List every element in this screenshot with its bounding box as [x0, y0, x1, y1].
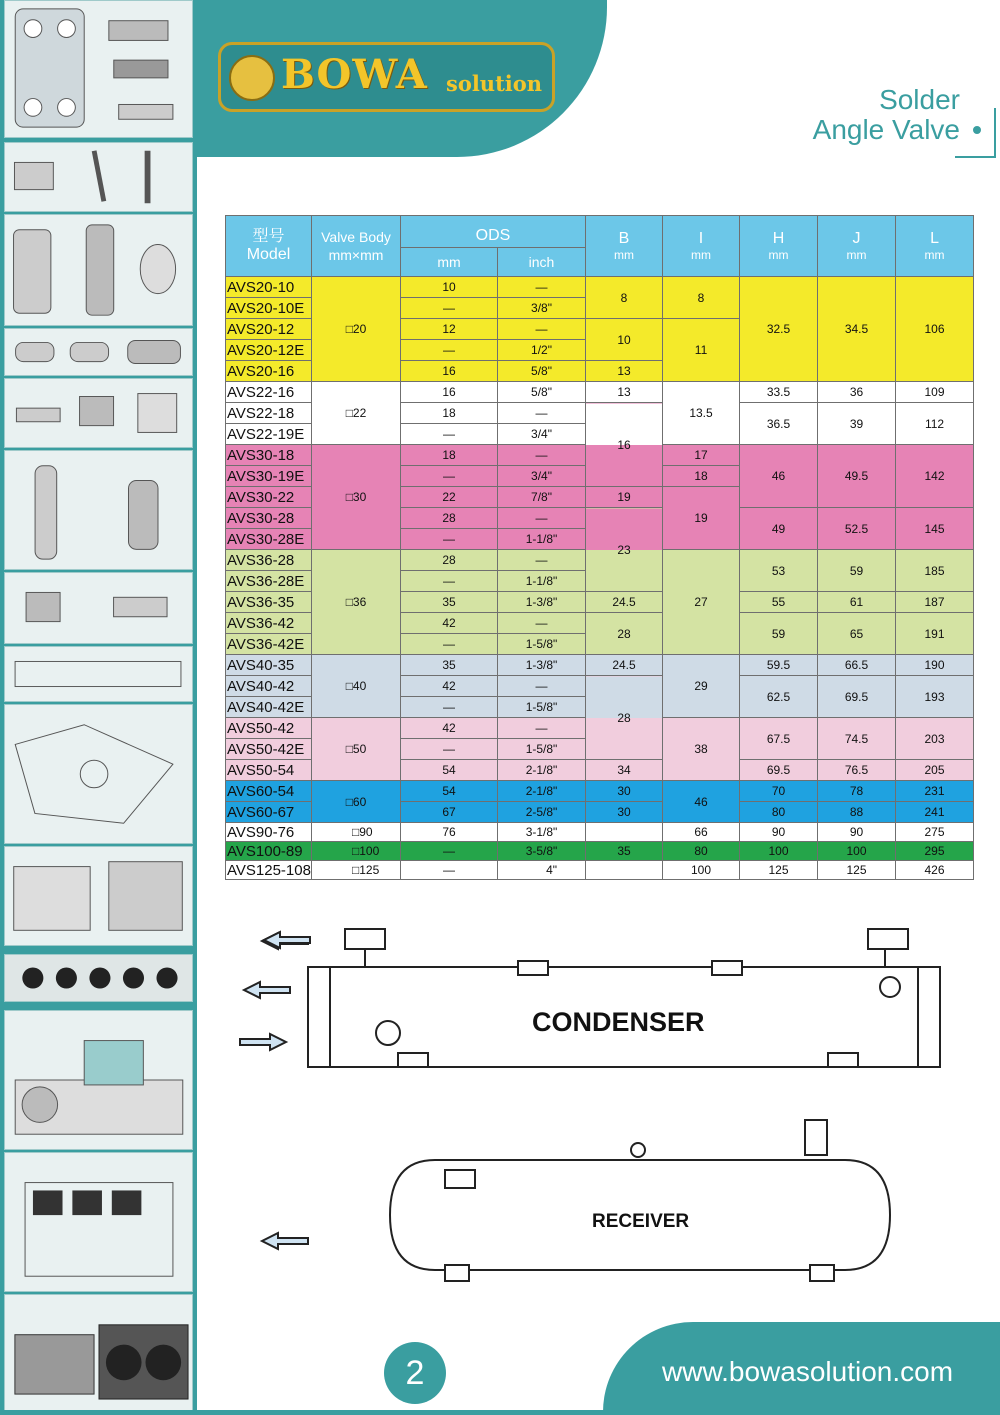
b-cell: 30: [586, 781, 663, 802]
l-cell: 205: [896, 760, 974, 781]
ods-mm-cell: —: [401, 529, 498, 550]
l-cell: 241: [896, 802, 974, 823]
ods-inch-cell: —: [498, 676, 586, 697]
model-cell: AVS125-108: [227, 861, 311, 879]
brand-suffix: solution: [446, 71, 543, 96]
model-cell: AVS30-28: [226, 508, 312, 529]
b-cell: 23: [586, 508, 663, 592]
l-cell: 203: [896, 718, 974, 760]
i-cell: 38: [663, 718, 740, 781]
valve-body-cell: □100: [312, 842, 401, 861]
b-cell: 28: [586, 613, 663, 655]
ods-mm-cell: —: [401, 466, 498, 487]
b-cell: 19: [586, 487, 663, 508]
l-cell: 231: [896, 781, 974, 802]
piping-drawing-image: [4, 704, 193, 844]
ods-mm-cell: —: [401, 697, 498, 718]
j-cell: 74.5: [818, 718, 896, 760]
h-cell: 36.5: [740, 403, 818, 445]
model-cell: AVS30-28E: [226, 529, 312, 550]
ods-mm-cell: —: [401, 861, 498, 880]
h-cell: 59: [740, 613, 818, 655]
ods-inch-cell: —: [498, 403, 586, 424]
flow-arrow-icon: [244, 982, 290, 998]
ods-inch-cell: —: [498, 613, 586, 634]
receiver-drawing: [390, 1120, 890, 1281]
i-cell: 19: [663, 487, 740, 550]
ods-mm-cell: —: [401, 739, 498, 760]
table-row: [226, 655, 974, 676]
l-cell: 106: [896, 277, 974, 382]
ods-mm-cell: 76: [401, 823, 498, 842]
page-number: 2: [384, 1342, 446, 1404]
l-cell: 190: [896, 655, 974, 676]
b-cell: 28: [586, 676, 663, 760]
i-cell: 29: [663, 655, 740, 718]
i-cell: 100: [663, 861, 740, 880]
condenser-drawing: [308, 929, 940, 1067]
table-row: [226, 861, 974, 880]
ods-mm-cell: 10: [401, 277, 498, 298]
ods-inch-cell: 1-5/8": [498, 739, 586, 760]
ods-inch-cell: 4": [498, 861, 586, 880]
model-cell: AVS30-18: [226, 445, 312, 466]
ods-mm-cell: 42: [401, 718, 498, 739]
j-cell: 88: [818, 802, 896, 823]
title-bullet-icon: [973, 126, 981, 134]
model-cell: AVS20-10: [226, 277, 312, 298]
header-ods-inch: inch: [498, 248, 586, 277]
model-cell: AVS40-42E: [226, 697, 312, 718]
fan-coil-image: [4, 954, 193, 1002]
ods-mm-cell: 28: [401, 508, 498, 529]
pipe-assembly-image: [4, 646, 193, 702]
model-cell: AVS50-42E: [226, 739, 312, 760]
h-cell: 100: [740, 842, 818, 861]
header-h: H mm: [740, 216, 818, 277]
h-cell: 67.5: [740, 718, 818, 760]
model-cell: AVS36-42E: [226, 634, 312, 655]
table-row: [226, 823, 974, 842]
filter-driers-image: [4, 328, 193, 376]
model-cell: AVS100-89: [226, 842, 312, 861]
l-cell: 185: [896, 550, 974, 592]
header-ods-mm: mm: [401, 248, 498, 277]
i-cell: 80: [663, 842, 740, 861]
h-cell: 80: [740, 802, 818, 823]
ods-mm-cell: 12: [401, 319, 498, 340]
valve-body-cell: □40: [312, 655, 401, 718]
ods-inch-cell: —: [498, 445, 586, 466]
ods-mm-cell: —: [401, 424, 498, 445]
ods-mm-cell: —: [401, 842, 498, 861]
page-title-line2: Angle Valve: [812, 114, 960, 145]
ods-inch-cell: 2-1/8": [498, 781, 586, 802]
ods-inch-cell: 5/8": [498, 382, 586, 403]
ods-inch-cell: —: [498, 718, 586, 739]
b-cell: 10: [586, 319, 663, 361]
ods-inch-cell: —: [498, 277, 586, 298]
model-cell: AVS50-42: [226, 718, 312, 739]
ods-inch-cell: 1-5/8": [498, 697, 586, 718]
j-cell: 125: [818, 861, 896, 880]
j-cell: 66.5: [818, 655, 896, 676]
header-ods: ODS: [401, 216, 586, 248]
rack-system-image: [4, 1152, 193, 1292]
ods-inch-cell: 1/2": [498, 340, 586, 361]
valve-body-cell: □30: [312, 445, 401, 550]
l-cell: 142: [896, 445, 974, 508]
ods-mm-cell: 42: [401, 613, 498, 634]
page-title-line1: Solder: [879, 84, 960, 115]
brand-emblem-icon: [229, 55, 275, 101]
h-cell: 33.5: [740, 382, 818, 403]
ods-mm-cell: —: [401, 571, 498, 592]
i-cell: 8: [663, 277, 740, 319]
valve-body-cell: □20: [312, 277, 401, 382]
h-cell: 46: [740, 445, 818, 508]
installation-diagram: [230, 915, 990, 1305]
j-cell: 65: [818, 613, 896, 655]
l-cell: 426: [896, 861, 974, 880]
j-cell: 49.5: [818, 445, 896, 508]
header-b: B mm: [586, 216, 663, 277]
ods-inch-cell: 2-5/8": [498, 802, 586, 823]
ods-mm-cell: 54: [401, 781, 498, 802]
ods-mm-cell: —: [401, 298, 498, 319]
ods-mm-cell: 16: [401, 382, 498, 403]
ods-mm-cell: 16: [401, 361, 498, 382]
title-rule: [955, 156, 996, 158]
ods-mm-cell: —: [401, 634, 498, 655]
ods-inch-cell: 1-1/8": [498, 571, 586, 592]
bottom-rule: [0, 1410, 1000, 1415]
ods-inch-cell: 1-1/8": [498, 529, 586, 550]
flow-arrow-icon: [240, 1034, 286, 1050]
i-cell: 13.5: [663, 382, 740, 445]
i-cell: 46: [663, 781, 740, 823]
h-cell: 125: [740, 861, 818, 880]
model-cell: AVS60-54: [226, 781, 312, 802]
model-cell: AVS40-42: [226, 676, 312, 697]
b-cell: [586, 823, 663, 842]
b-cell: 13: [586, 361, 663, 382]
ods-inch-cell: 3/8": [498, 298, 586, 319]
header-model: 型号 Model: [226, 216, 312, 277]
ods-inch-cell: 3/4": [498, 424, 586, 445]
ods-inch-cell: 3-5/8": [498, 842, 586, 861]
model-cell: AVS30-22: [226, 487, 312, 508]
h-cell: 69.5: [740, 760, 818, 781]
b-cell: 30: [586, 802, 663, 823]
model-cell: AVS90-76: [226, 823, 312, 842]
j-cell: 78: [818, 781, 896, 802]
j-cell: 90: [818, 823, 896, 842]
table-row: [226, 382, 974, 403]
model-cell: AVS36-28: [226, 550, 312, 571]
j-cell: 36: [818, 382, 896, 403]
compressor-unit-image: [4, 1010, 193, 1150]
ods-inch-cell: —: [498, 550, 586, 571]
condensing-units-image: [4, 846, 193, 946]
l-cell: 191: [896, 613, 974, 655]
h-cell: 90: [740, 823, 818, 842]
b-cell: [586, 861, 663, 880]
i-cell: 17: [663, 445, 740, 466]
b-cell: 34: [586, 760, 663, 781]
table-row: [226, 781, 974, 802]
ods-inch-cell: —: [498, 319, 586, 340]
title-rule: [994, 108, 996, 158]
ods-mm-cell: 54: [401, 760, 498, 781]
h-cell: 59.5: [740, 655, 818, 676]
flow-arrow-icon: [262, 1233, 308, 1249]
header-l: L mm: [896, 216, 974, 277]
i-cell: 18: [663, 466, 740, 487]
ods-inch-cell: 1-3/8": [498, 655, 586, 676]
model-cell: AVS30-19E: [226, 466, 312, 487]
h-cell: 62.5: [740, 676, 818, 718]
h-cell: 70: [740, 781, 818, 802]
ods-inch-cell: 3-1/8": [498, 823, 586, 842]
model-cell: AVS22-16: [226, 382, 312, 403]
b-cell: 8: [586, 277, 663, 319]
spec-table: [225, 215, 974, 880]
l-cell: 145: [896, 508, 974, 550]
ods-mm-cell: 18: [401, 403, 498, 424]
b-cell: 35: [586, 842, 663, 861]
l-cell: 295: [896, 842, 974, 861]
l-cell: 112: [896, 403, 974, 445]
plate-heat-exchanger-image: [4, 0, 193, 138]
ods-inch-cell: 3/4": [498, 466, 586, 487]
b-cell: 24.5: [586, 655, 663, 676]
ods-inch-cell: 1-5/8": [498, 634, 586, 655]
valve-body-cell: □50: [312, 718, 401, 781]
ball-valves-image: [4, 378, 193, 448]
model-cell: AVS60-67: [226, 802, 312, 823]
ods-mm-cell: 35: [401, 592, 498, 613]
ods-mm-cell: 28: [401, 550, 498, 571]
ods-inch-cell: 1-3/8": [498, 592, 586, 613]
oil-separators-image: [4, 450, 193, 570]
condenser-label: CONDENSER: [532, 1007, 705, 1037]
model-cell: AVS20-12E: [226, 340, 312, 361]
ods-mm-cell: 18: [401, 445, 498, 466]
model-cell: AVS22-19E: [226, 424, 312, 445]
valves-image: [4, 142, 193, 212]
valve-body-cell: □125: [312, 861, 401, 880]
l-cell: 109: [896, 382, 974, 403]
model-cell: AVS20-12: [226, 319, 312, 340]
l-cell: 187: [896, 592, 974, 613]
model-cell: AVS36-42: [226, 613, 312, 634]
ods-inch-cell: —: [498, 508, 586, 529]
i-cell: 11: [663, 319, 740, 382]
h-cell: 55: [740, 592, 818, 613]
ods-inch-cell: 7/8": [498, 487, 586, 508]
table-row: [226, 277, 974, 298]
model-cell: AVS22-18: [226, 403, 312, 424]
j-cell: 61: [818, 592, 896, 613]
product-sidebar: [0, 0, 197, 1415]
brand-logo: [218, 42, 555, 112]
table-row: [226, 842, 974, 861]
h-cell: 49: [740, 508, 818, 550]
j-cell: 34.5: [818, 277, 896, 382]
solenoid-valves-image: [4, 572, 193, 644]
model-cell: AVS20-16: [226, 361, 312, 382]
valve-body-cell: □90: [312, 823, 401, 842]
receiver-label: RECEIVER: [592, 1211, 690, 1232]
condensing-unit-large-image: [4, 1294, 193, 1415]
h-cell: 53: [740, 550, 818, 592]
valve-body-cell: □60: [312, 781, 401, 823]
j-cell: 69.5: [818, 676, 896, 718]
b-cell: 24.5: [586, 592, 663, 613]
header-valve-body: Valve Body mm×mm: [312, 216, 401, 277]
b-cell: 16: [586, 403, 663, 487]
model-cell: AVS40-35: [226, 655, 312, 676]
j-cell: 76.5: [818, 760, 896, 781]
ods-mm-cell: —: [401, 340, 498, 361]
h-cell: 32.5: [740, 277, 818, 382]
header-i: I mm: [663, 216, 740, 277]
model-cell: AVS36-28E: [226, 571, 312, 592]
b-cell: 13: [586, 382, 663, 403]
receivers-image: [4, 214, 193, 326]
website-url[interactable]: www.bowasolution.com: [662, 1356, 954, 1387]
header-j: J mm: [818, 216, 896, 277]
ods-mm-cell: 22: [401, 487, 498, 508]
i-cell: 66: [663, 823, 740, 842]
ods-mm-cell: 67: [401, 802, 498, 823]
i-cell: 27: [663, 550, 740, 655]
ods-mm-cell: 42: [401, 676, 498, 697]
l-cell: 193: [896, 676, 974, 718]
j-cell: 52.5: [818, 508, 896, 550]
j-cell: 100: [818, 842, 896, 861]
model-cell: AVS36-35: [226, 592, 312, 613]
l-cell: 275: [896, 823, 974, 842]
model-cell: AVS20-10E: [226, 298, 312, 319]
ods-inch-cell: 2-1/8": [498, 760, 586, 781]
brand-name: BOWA: [281, 51, 428, 98]
ods-mm-cell: 35: [401, 655, 498, 676]
j-cell: 39: [818, 403, 896, 445]
ods-inch-cell: 5/8": [498, 361, 586, 382]
valve-body-cell: □22: [312, 382, 401, 445]
j-cell: 59: [818, 550, 896, 592]
model-cell: AVS50-54: [226, 760, 312, 781]
valve-body-cell: □36: [312, 550, 401, 655]
